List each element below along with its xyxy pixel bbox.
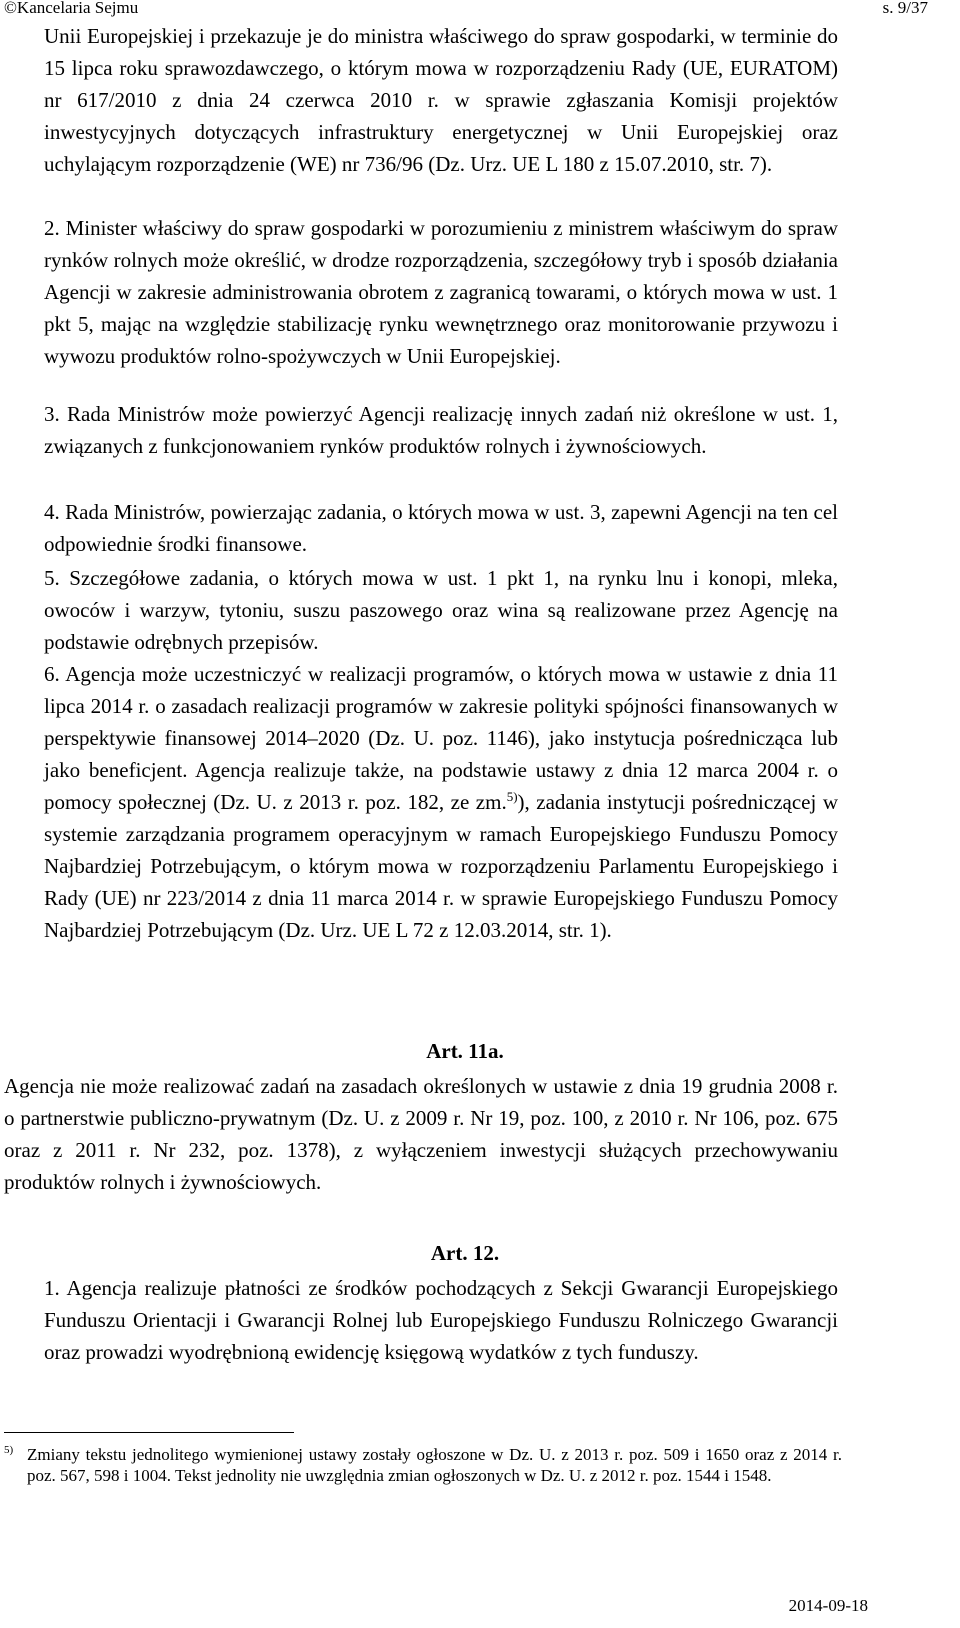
article-12-title: Art. 12. xyxy=(430,1241,500,1265)
copyright-label: ©Kancelaria Sejmu xyxy=(4,0,139,17)
paragraph-3: 3. Rada Ministrów może powierzyć Agencji realizację innych zadań niż określone w ust. 1, związanych z funkcjonowaniem rynków produktów rolnych i żywnościowych. xyxy=(44,402,838,458)
paragraph-2: 2. Minister właściwy do spraw gospodarki w porozumieniu z ministrem właściwym do spraw rynków rolnych może określić, w drodze rozporządzenia, szczegółowy tryb i sposób działania Agencji w zakresie administrowania obrotem z zagranicą towarami, o których mowa w ust. 1 pkt 5, mając na względzie stabilizację rynku wewnętrznego oraz monitorowanie przywozu i wywozu produktów rolno-spożywczych w Unii Europejskiej. xyxy=(44,216,838,368)
paragraph-4: 4. Rada Ministrów, powierzając zadania, o których mowa w ust. 3, zapewni Agencji na ten cel odpowiednie środki finansowe. xyxy=(44,500,838,556)
paragraph-1-continued: Unii Europejskiej i przekazuje je do ministra właściwego do spraw gospodarki, w terminie do 15 lipca roku sprawozdawczego, o którym mowa w rozporządzeniu Rady (UE, EURATOM) nr 617/2010 z dnia 24 czerwca 2010 r. w sprawie zgłaszania Komisji projektów inwestycyjnych dotyczących infrastruktury energetycznej w Unii Europejskiej oraz uchylającym rozporządzenie (WE) nr 736/96 (Dz. Urz. UE L 180 z 15.07.2010, str. 7). xyxy=(44,24,838,176)
page-number: s. 9/37 xyxy=(882,0,928,17)
document-date: 2014-09-18 xyxy=(788,1596,868,1615)
footnote-mark: 5) xyxy=(4,1444,14,1456)
footnote-separator xyxy=(4,1432,294,1433)
article-11a-title: Art. 11a. xyxy=(426,1039,504,1063)
footnote-ref-5[interactable]: 5) xyxy=(506,789,518,804)
article-11a-text: Agencja nie może realizować zadań na zasadach określonych w ustawie z dnia 19 grudnia 2008 r. o partnerstwie publiczno-prywatnym (Dz. U. z 2009 r. Nr 19, poz. 100, z 2010 r. Nr 106, poz. 675 oraz z 2011 r. Nr 232, poz. 1378), z wyłączeniem inwestycji służących przechowywaniu produktów rolnych i żywnościowych. xyxy=(4,1074,838,1194)
footnote-5 xyxy=(4,1444,842,1486)
footnote-text: Zmiany tekstu jednolitego wymienionej ustawy zostały ogłoszone w Dz. U. z 2013 r. poz. 509 i 1650 oraz z 2014 r. poz. 567, 598 i 1004. Tekst jednolity nie uwzględnia zmian ogłoszonych w Dz. U. z 2012 r. poz. 1544 i 1548. xyxy=(27,1445,842,1485)
paragraph-6-text-a: 6. Agencja może uczestniczyć w realizacji programów, o których mowa w ustawie z dnia 11 lipca 2014 r. o zasadach realizacji programów w zakresie polityki spójności finansowanych w perspektywie finansowej 2014–2020 (Dz. U. poz. 1146), jako instytucja pośrednicząca lub jako beneficjent. Agencja realizuje także, na podstawie ustawy z dnia 12 marca 2004 r. o pomocy społecznej (Dz. U. z 2013 r. poz. 182, ze zm. xyxy=(44,662,838,814)
paragraph-5: 5. Szczegółowe zadania, o których mowa w ust. 1 pkt 1, na rynku lnu i konopi, mleka, owoców i warzyw, tytoniu, suszu paszowego oraz wina są realizowane przez Agencję na podstawie odrębnych przepisów. xyxy=(44,566,838,654)
paragraph-6-text-b: ), zadania instytucji pośredniczącej w systemie zarządzania programem operacyjnym w ramach Europejskiego Funduszu Pomocy Najbardziej Potrzebującym, o którym mowa w rozporządzeniu Parlamentu Europejskiego i Rady (UE) nr 223/2014 z dnia 11 marca 2014 r. w sprawie Europejskiego Funduszu Pomocy Najbardziej Potrzebującym (Dz. Urz. UE L 72 z 12.03.2014, str. 1). xyxy=(44,790,838,942)
paragraph-6 xyxy=(44,658,838,946)
article-12-paragraph-1: 1. Agencja realizuje płatności ze środków pochodzących z Sekcji Gwarancji Europejskiego Funduszu Orientacji i Gwarancji Rolnej lub Europejskiego Funduszu Rolniczego Gwarancji oraz prowadzi wyodrębnioną ewidencję księgową wydatków z tych funduszy. xyxy=(44,1276,838,1364)
